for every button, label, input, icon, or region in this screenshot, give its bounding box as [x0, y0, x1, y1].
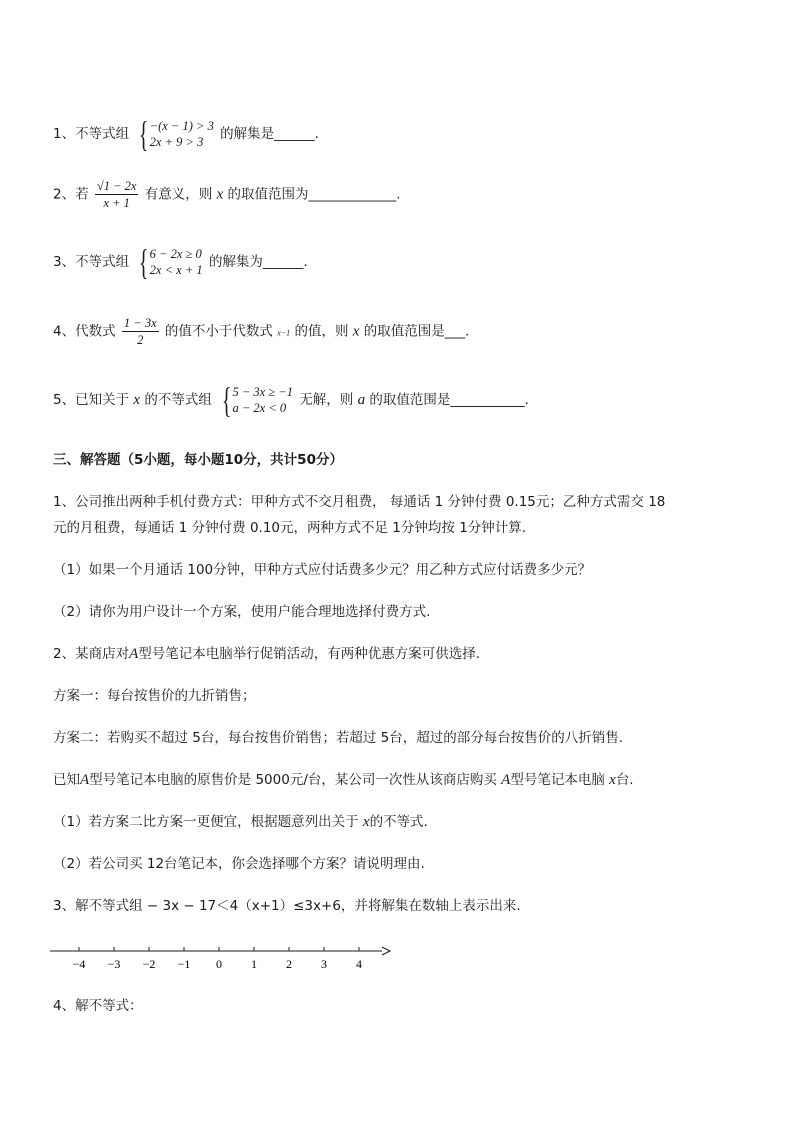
q5-suffix: 的取值范围是___________.: [369, 392, 529, 408]
fraction: [122, 315, 159, 348]
fill-question-2: [53, 178, 401, 211]
small-expression: x−1: [277, 328, 291, 338]
q2-sub1-b: 的不等式.: [369, 814, 428, 830]
q3-prefix: 3、不等式组: [53, 254, 130, 270]
axis-tick-label: 4: [356, 957, 362, 971]
q2-known-b: 型号笔记本电脑的原售价是 5000元/台，某公司一次性从该商店购买: [89, 772, 497, 788]
q2-sub1: [53, 812, 428, 832]
q2-sub1-a: （1）若方案二比方案一更便宜，根据题意列出关于: [53, 814, 359, 830]
inequality-system: [218, 382, 293, 418]
q3-suffix: 的解集为______.: [208, 254, 308, 270]
q2-known-a: 已知: [53, 772, 80, 788]
fraction-denominator: 2: [137, 333, 144, 347]
q2-known-c: 型号笔记本电脑: [510, 772, 605, 788]
q2-line1: [53, 644, 480, 664]
axis-tick-label: 0: [216, 957, 222, 971]
q2-suffix: 的取值范围为_____________.: [227, 186, 401, 203]
axis-tick-label: −3: [107, 957, 121, 971]
system-line: 6 − 2x ≥ 0: [149, 247, 202, 261]
q4-text: 4、解不等式：: [53, 998, 143, 1014]
variable: A: [80, 772, 90, 788]
q1-sub1: （1）如果一个月通话 100分钟，甲种方式应付话费多少元？用乙种方式应付话费多少元？: [53, 562, 592, 578]
q4-mid2: 的值，则: [294, 323, 349, 340]
fraction-denominator: x + 1: [103, 196, 130, 210]
variable: x: [133, 392, 141, 408]
variable: x: [609, 772, 616, 788]
q1-line1: 1、公司推出两种手机付费方式：甲种方式不交月租费， 每通话 1 分钟付费 0.15元；乙种方式需交 18: [53, 494, 666, 510]
brace-icon: {: [139, 242, 149, 282]
fraction: [95, 178, 139, 211]
arrow-icon: [382, 947, 390, 955]
variable: a: [357, 392, 366, 408]
variable: A: [129, 646, 139, 662]
q1-suffix: 的解集是______.: [220, 126, 319, 142]
q5-mid2: 无解，则: [299, 392, 354, 408]
axis-tick-label: −2: [142, 957, 156, 971]
fraction-numerator: √1 − 2x: [96, 179, 137, 193]
q2-prefix: 2、若: [53, 186, 89, 203]
q1-line2: 元的月租费，每通话 1 分钟付费 0.10元，两种方式不足 1分钟均按 1分钟计算.: [53, 520, 527, 536]
fill-question-1: [53, 116, 319, 152]
system-line: a − 2x < 0: [232, 401, 287, 415]
variable: A: [501, 772, 511, 788]
q2-line1-b: 型号笔记本电脑举行促销活动，有两种优惠方案可供选择.: [138, 646, 481, 662]
q1-sub2: （2）请你为用户设计一个方案，使用户能合理地选择付费方式.: [53, 604, 431, 620]
section-title: 三、解答题（5小题，每小题10分，共计50分）: [53, 452, 343, 468]
q4-mid: 的值不小于代数式: [164, 323, 273, 340]
system-line: −(x − 1) > 3: [149, 119, 214, 133]
fraction-numerator: 1 − 3x: [123, 316, 157, 330]
q2-known: [53, 770, 634, 790]
q4-prefix: 4、代数式: [53, 323, 116, 340]
axis-tick-label: −1: [177, 957, 191, 971]
brace-icon: {: [222, 380, 232, 420]
variable: x: [362, 814, 370, 830]
q4-suffix: 的取值范围是___.: [363, 323, 470, 340]
system-line: 2x + 9 > 3: [149, 135, 204, 149]
q5-prefix: 5、已知关于: [53, 392, 130, 408]
system-line: 5 − 3x ≥ −1: [232, 385, 293, 399]
q1-prefix: 1、不等式组: [53, 126, 130, 142]
fill-question-5: [53, 382, 529, 418]
axis-tick-label: 2: [286, 957, 292, 971]
q5-mid: 的不等式组: [144, 392, 212, 408]
q2-known-d: 台.: [615, 772, 634, 788]
variable: x: [216, 186, 224, 203]
q2-plan1: 方案一：每台按售价的九折销售；: [53, 688, 256, 704]
axis-tick-label: 3: [321, 957, 327, 971]
q2-plan2: 方案二：若购买不超过 5台，每台按售价销售；若超过 5台，超过的部分每台按售价的八折销售.: [53, 730, 624, 746]
fill-question-4: [53, 315, 469, 348]
variable: x: [352, 323, 360, 340]
fill-question-3: [53, 244, 308, 280]
q3-text: 3、解不等式组 − 3x − 17＜4（x+1）≤3x+6，并将解集在数轴上表示出来.: [53, 898, 521, 914]
inequality-system: [135, 244, 202, 280]
axis-tick-label: 1: [251, 957, 257, 971]
brace-icon: {: [139, 114, 149, 154]
inequality-system: [135, 116, 213, 152]
q2-line1-a: 2、某商店对: [53, 646, 130, 662]
q2-sub2: （2）若公司买 12台笔记本，你会选择哪个方案？请说明理由.: [53, 856, 425, 872]
axis-tick-label: −4: [72, 957, 86, 971]
system-line: 2x < x + 1: [149, 263, 203, 277]
q2-mid: 有意义，则: [144, 186, 213, 203]
number-line: [48, 940, 398, 980]
